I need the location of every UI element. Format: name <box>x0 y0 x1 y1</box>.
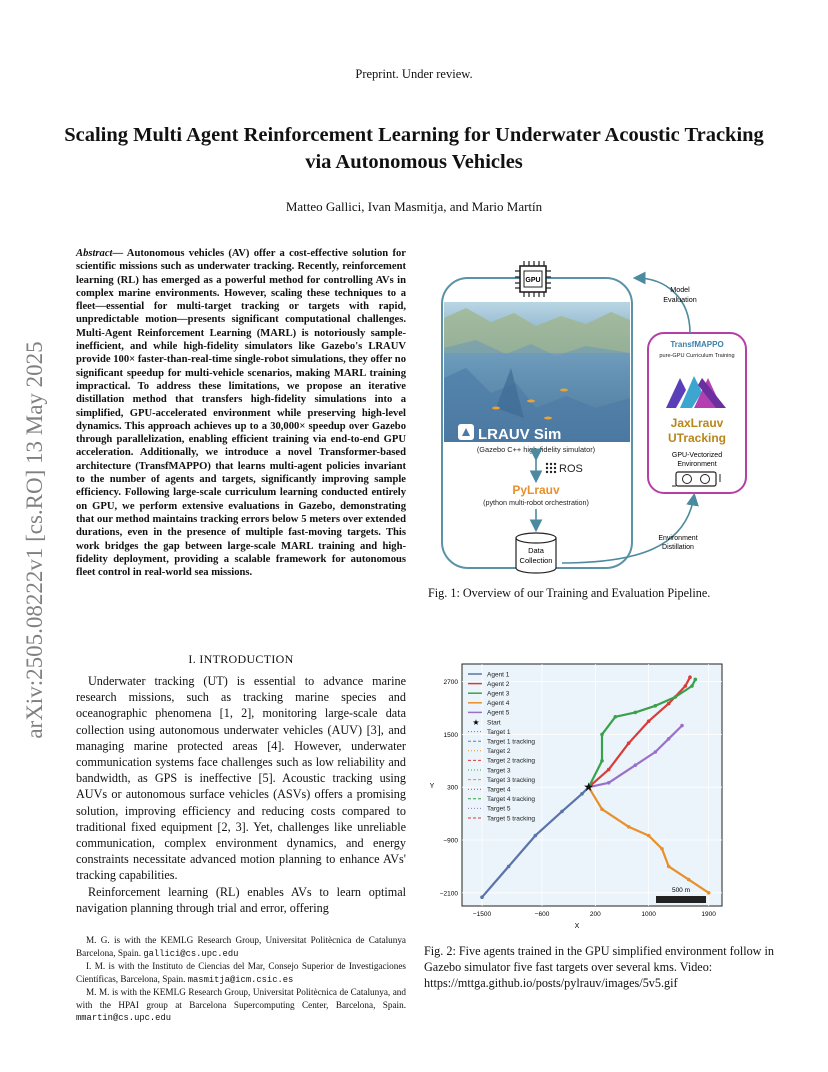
footnote-2: I. M. is with the Instituto de Ciencias del Mar, Consejo Superior de Investigaciones Científicas, Barcelona, Spain. masmitja@icm.csic.es <box>76 961 406 985</box>
series-point-agent-1 <box>560 810 564 814</box>
series-point-agent-4 <box>600 807 604 811</box>
abstract-text: — Autonomous vehicles (AV) offer a cost-effective solution for scientific missions such as underwater tracking. Recently, reinforcement learning (RL) has emerged as a powerful method for controlling AVs in complex marine environments. However, scaling these techniques to a fleet—essential for multi-target tracking or targets with rapid, unpredictable motion—presents significant computational challenges. Multi-Agent Reinforcement Learning (MARL) is notoriously sample-inefficient, and while high-fidelity simulators like Gazebo's LRAUV provide 100× faster-than-real-time single-robot simulations, they offer no significant speedup for multi-vehicle scenarios, making MARL training impractical. To address these limitations, we propose an iterative distillation method that transfers high-fidelity simulations into a simplified, GPU-accelerated environment while preserving high-level dynamics. This approach achieves up to a 30,000× speedup over Gazebo through parallelization, enabling efficient training via end-to-end GPU acceleration. Additionally, we introduce a novel Transformer-based architecture (TransfMAPPO) that learns multi-agent policies invariant to the number of agents and targets, significantly improving sample efficiency. Following large-scale curriculum learning conducted entirely on GPU, we perform extensive evaluations in Gazebo, demonstrating that our method maintains tracking errors below 5 meters over extended durations, even in the presence of multiple fast-moving targets. This work bridges the gap between large-scale MARL training and high-fidelity deployment, providing a scalable framework for autonomous fleet control in real-world sea missions. <box>76 248 406 579</box>
section-heading-introduction: I. INTRODUCTION <box>188 652 294 666</box>
lrauv-logo-icon <box>458 424 474 440</box>
legend-entry: Target 2 <box>487 748 511 756</box>
series-point-agent-5 <box>680 724 684 728</box>
legend-entry: Agent 4 <box>487 700 510 708</box>
legend-entry: Target 1 tracking <box>487 738 536 746</box>
legend-entry: Target 3 tracking <box>487 776 536 784</box>
lrauv-sim-label: LRAUV Sim <box>478 426 562 443</box>
abstract-label: Abstract <box>76 248 113 259</box>
model-evaluation-label-1: Model <box>670 285 690 294</box>
legend-entry: Agent 3 <box>487 690 510 698</box>
author-list: Matteo Gallici, Ivan Masmitja, and Mario Martín <box>285 199 543 214</box>
ros-logo-icon <box>546 463 556 473</box>
legend-entry: Target 3 <box>487 767 511 775</box>
env-distillation-label-2: Distillation <box>662 544 694 551</box>
y-tick-label: 300 <box>447 784 458 792</box>
footnote-email[interactable]: gallici@cs.upc.edu <box>143 948 239 959</box>
y-tick-label: 2700 <box>443 679 458 687</box>
jaxlrauv-label: JaxLrauv <box>670 416 724 430</box>
arxiv-identifier[interactable]: arXiv:2505.08222v1 [cs.RO] 13 May 2025 <box>22 341 47 739</box>
series-point-agent-4 <box>660 847 664 851</box>
preprint-header: Preprint. Under review. <box>355 67 473 81</box>
gpu-chip-icon <box>515 261 551 297</box>
lrauv-subtitle: (Gazebo C++ high-fidelity simulator) <box>476 445 596 454</box>
series-point-agent-3 <box>654 704 658 708</box>
legend-entry: Target 4 tracking <box>487 796 536 804</box>
gpu-env-label-2: Environment <box>677 461 717 468</box>
env-distillation-label-1: Environment <box>658 535 698 542</box>
footnote-email[interactable]: masmitja@icm.csic.es <box>187 974 294 985</box>
series-point-agent-4 <box>627 825 631 829</box>
legend-entry: Agent 5 <box>487 709 510 717</box>
figure-2-trajectory-chart <box>424 660 724 932</box>
legend-entry: Target 1 <box>487 728 511 736</box>
series-point-agent-5 <box>667 737 671 741</box>
series-point-agent-2 <box>688 675 692 679</box>
series-point-agent-1 <box>507 865 511 869</box>
intro-paragraph-1: Underwater tracking (UT) is essential to advance marine research missions, such as tracking marine species and oceanographic phenomena [1, 2], monitoring large-scale data collection using autonomous underwater vehicles (AUV) [3], and managing marine protected areas [4]. However, underwater communication systems face challenges such as low reliability and bandwidth, as GPS is ineffective [5]. Acoustic tracking using AUVs or autonomous surface vehicles (ASVs) offers a promising solution, improving efficiency and reducing costs compared to traditional fixed equipment [2, 3]. Yet, challenges like unreliable communication, complex environment dynamics, and energy constraints necessitate advanced motion planning to enhance AVs' tracking capabilities. <box>76 674 406 883</box>
pylrauv-label: PyLrauv <box>512 483 560 497</box>
x-tick-label: −600 <box>534 911 550 918</box>
scale-bar-label: 500 m <box>671 887 691 894</box>
figure-1-pipeline-diagram <box>436 258 782 576</box>
series-point-agent-3 <box>694 678 698 682</box>
series-point-agent-2 <box>684 684 688 688</box>
paper-title: Scaling Multi Agent Reinforcement Learning for Underwater Acoustic Tracking via Autonomous Vehicles <box>64 124 764 173</box>
svg-text:GPU: GPU <box>525 277 541 284</box>
x-tick-label: 200 <box>589 911 601 918</box>
legend-entry: Agent 2 <box>487 680 510 688</box>
introduction-body <box>76 673 406 916</box>
series-point-agent-2 <box>667 702 671 706</box>
series-point-agent-5 <box>607 781 611 785</box>
x-tick-label: 1900 <box>701 911 716 918</box>
series-point-agent-1 <box>480 895 484 899</box>
legend-marker: ★ <box>472 718 480 727</box>
footnotes <box>76 934 406 1025</box>
series-point-agent-1 <box>534 834 538 838</box>
series-point-agent-5 <box>654 750 658 754</box>
intro-paragraph-2: Reinforcement learning (RL) enables AVs to learn optimal navigation planning through trial and error, offering <box>76 884 406 915</box>
figure-2-caption: Fig. 2: Five agents trained in the GPU simplified environment follow in Gazebo simulator five fast targets over several kms. Video: https://mttga.github.io/posts/pylrauv/images/5v5.gif <box>424 944 775 991</box>
y-tick-label: −2100 <box>439 890 458 898</box>
series-point-agent-2 <box>647 719 651 723</box>
y-tick-label: −900 <box>443 837 458 845</box>
arxiv-sidebar <box>22 290 48 790</box>
legend-entry: Agent 1 <box>487 671 510 679</box>
footnote-email[interactable]: mmartin@cs.upc.edu <box>76 1013 172 1023</box>
series-point-agent-3 <box>690 684 694 688</box>
series-point-agent-3 <box>600 733 604 737</box>
footnote-1: M. G. is with the KEMLG Research Group, Universitat Politècnica de Catalunya Barcelona, Spain. gallici@cs.upc.edu <box>76 935 406 959</box>
y-axis-label: Y <box>429 783 435 790</box>
model-evaluation-label-2: Evaluation <box>663 295 697 304</box>
series-point-agent-3 <box>634 711 638 715</box>
legend-entry: Target 2 tracking <box>487 757 536 765</box>
transfmappo-label: TransfMAPPO <box>670 340 724 349</box>
series-point-agent-4 <box>707 891 711 895</box>
transfmappo-subtitle: pure-GPU Curriculum Training <box>659 353 735 359</box>
footnote-3: M. M. is with the KEMLG Research Group, Universitat Politècnica de Catalunya, and with the HPAI group at Barcelona Supercomputing Center, Barcelona, Spain. mmartin@cs.upc.edu <box>76 987 406 1023</box>
series-point-agent-4 <box>687 878 691 882</box>
figure-1-caption: Fig. 1: Overview of our Training and Evaluation Pipeline. <box>428 586 711 600</box>
series-point-agent-5 <box>634 763 638 767</box>
series-point-agent-3 <box>600 759 604 763</box>
utracking-label: UTracking <box>667 431 727 445</box>
series-point-agent-4 <box>667 865 671 869</box>
scale-bar <box>656 896 706 903</box>
y-tick-label: 1500 <box>443 731 458 739</box>
data-collection-label-2: Collection <box>519 556 553 565</box>
start-marker: ★ <box>583 780 595 795</box>
ros-label: ROS <box>559 463 583 475</box>
graphics-card-icon <box>672 472 720 486</box>
legend-entry: Start <box>487 719 501 727</box>
series-point-agent-4 <box>647 834 651 838</box>
x-tick-label: −1500 <box>472 911 492 918</box>
x-tick-label: 1000 <box>641 911 656 918</box>
abstract <box>76 247 406 579</box>
underwater-scene-image <box>444 302 630 442</box>
series-point-agent-3 <box>674 695 678 699</box>
legend-entry: Target 4 <box>487 786 511 794</box>
pylrauv-subtitle: (python multi-robot orchestration) <box>483 498 589 507</box>
series-point-agent-3 <box>614 715 618 719</box>
series-point-agent-2 <box>607 768 611 772</box>
series-point-agent-2 <box>627 741 631 745</box>
gpu-env-label-1: GPU-Vectorized <box>671 452 723 459</box>
data-collection-label-1: Data <box>528 546 544 555</box>
legend-entry: Target 5 tracking <box>487 815 536 823</box>
x-axis-label: X <box>574 923 580 930</box>
legend-entry: Target 5 <box>487 805 511 813</box>
